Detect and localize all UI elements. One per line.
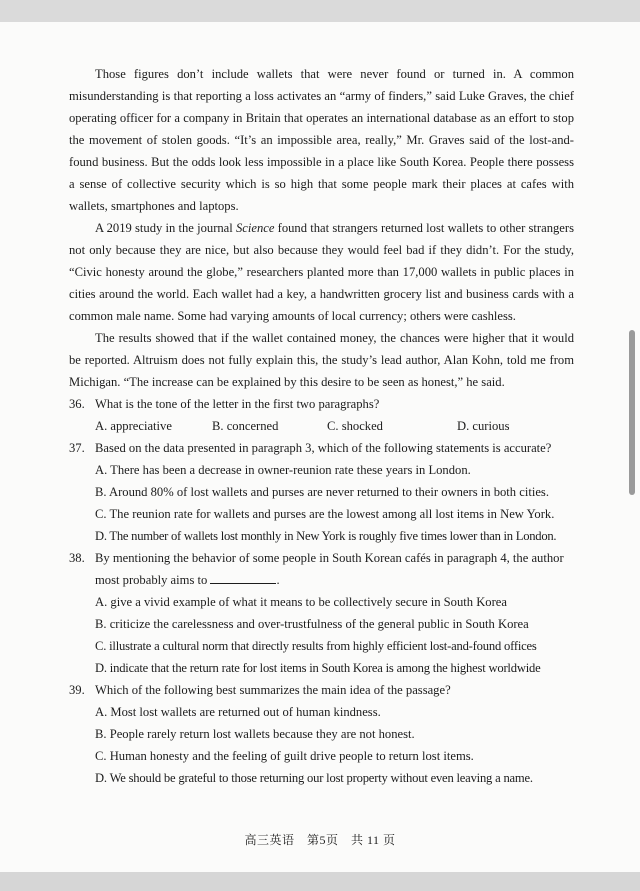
option-a: A. give a vivid example of what it means to be collectively secure in South Korea [95, 595, 507, 609]
passage-paragraph-3: The results showed that if the wallet contained money, the chances were higher that it would be reported. Altruism does not fully explain this, the study’s lead author, Alan Kohn, told me from Michigan. “The increase can be explained by this desire to be seen as honest,” he said. [69, 331, 574, 389]
option-b: B. criticize the carelessness and over-trustfulness of the general public in South Korea [95, 617, 529, 631]
option-d: D. We should be grateful to those returning our lost property without even leaving a name. [95, 771, 533, 785]
question-number: 37. [69, 441, 85, 455]
passage-paragraph-2 [69, 217, 574, 327]
question-text: Based on the data presented in paragraph 3, which of the following statements is accurate? [95, 441, 552, 455]
paragraph-2-start: A 2019 study in the journal [95, 221, 236, 235]
journal-name: Science [235, 221, 275, 235]
question-37 [69, 437, 574, 459]
option-a: A. There has been a decrease in owner-reunion rate these years in London. [95, 463, 471, 477]
paragraph-2-rest: found that strangers returned lost wallets to other strangers not only because they are nice, but also because they would feel bad if they didn’t. For the study, “Civic honesty around the globe,” researchers planted more than 17,000 wallets in public places in cities around the world. Each wallet had a key, a handwritten grocery list and business cards with a common male name. Some had varying amounts of local currency; others were cashless. [69, 221, 574, 323]
question-38-stem: By mentioning the behavior of some people in South Korean cafés in paragraph 4, the author most probably aims to [95, 551, 564, 587]
bottom-viewer-bar [0, 872, 640, 891]
passage-paragraph-1: Those figures don’t include wallets that were never found or turned in. A common misunderstanding is that reporting a loss activates an “army of finders,” said Luke Graves, the chief operating officer for a company in Britain that operates an international database as an effort to stop the movement of stolen goods. “It’s an impossible area, really,” Mr. Graves said of the lost-and-found business. But the odds look less impossible in a place like South Korea. People there possess a sense of collective security which is so high that some people mark their places at cafes with wallets, smartphones and laptops. [69, 67, 574, 213]
page-content [69, 63, 574, 789]
question-number: 39. [69, 683, 85, 697]
question-39 [69, 679, 574, 701]
option-a: A. appreciative [95, 419, 172, 433]
option-c: C. illustrate a cultural norm that directly results from highly efficient lost-and-found offices [95, 639, 537, 653]
document-page [0, 22, 640, 872]
question-36 [69, 393, 574, 415]
option-b: B. Around 80% of lost wallets and purses are never returned to their owners in both cities. [95, 485, 549, 499]
question-number: 36. [69, 397, 85, 411]
option-b: B. People rarely return lost wallets because they are not honest. [95, 727, 415, 741]
option-c: C. The reunion rate for wallets and purses are the lowest among all lost items in New York. [95, 507, 555, 521]
question-38 [69, 547, 574, 591]
page-footer: 高三英语 第5页 共 11 页 [244, 833, 396, 847]
question-text: Which of the following best summarizes the main idea of the passage? [95, 683, 451, 697]
option-c: C. Human honesty and the feeling of guilt drive people to return lost items. [95, 749, 474, 763]
option-a: A. Most lost wallets are returned out of human kindness. [95, 705, 381, 719]
option-d: D. The number of wallets lost monthly in New York is roughly five times lower than in London. [95, 529, 557, 543]
question-number: 38. [69, 551, 85, 565]
question-38-end: . [276, 573, 280, 587]
top-viewer-bar [0, 0, 640, 22]
question-text: What is the tone of the letter in the first two paragraphs? [95, 397, 380, 411]
question-36-options [69, 415, 574, 437]
question-text [95, 547, 574, 591]
option-c: C. shocked [327, 419, 383, 433]
scrollbar-thumb[interactable] [629, 330, 635, 495]
option-d: D. indicate that the return rate for lost items in South Korea is among the highest worldwide [95, 661, 541, 675]
answer-blank [210, 571, 276, 584]
option-b: B. concerned [212, 419, 279, 433]
option-d: D. curious [457, 419, 510, 433]
